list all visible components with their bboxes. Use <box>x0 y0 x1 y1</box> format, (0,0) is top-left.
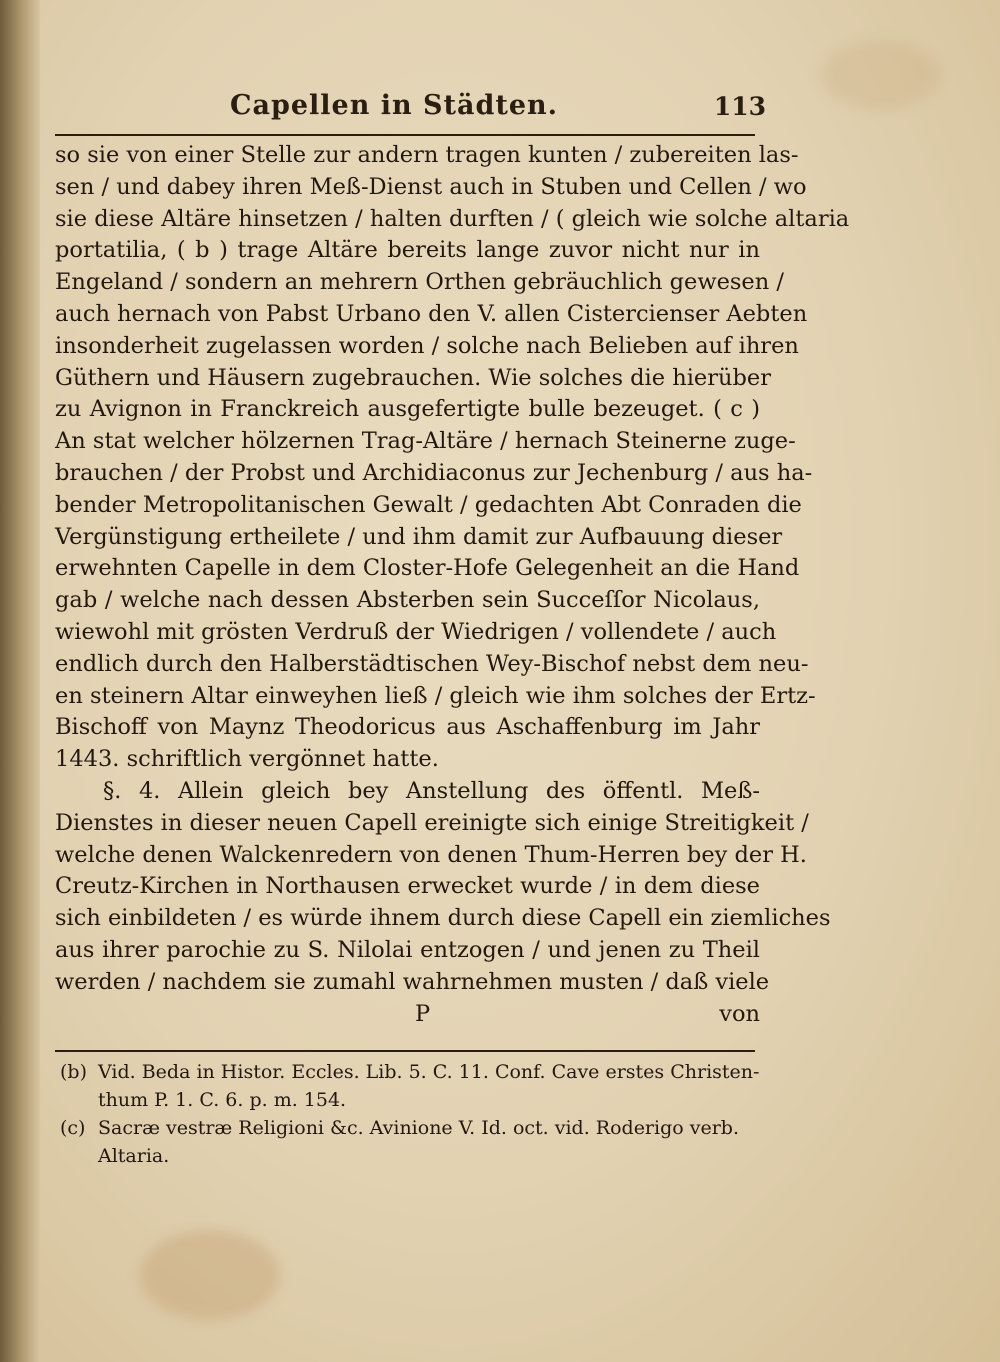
footnote-b <box>60 1058 760 1086</box>
text-line: wiewohl mit grösten Verdruß der Wiedrigen / vollendete / auch <box>55 618 777 645</box>
text-line: endlich durch den Halberstädtischen Wey-Bischof nebst dem neu- <box>55 650 809 677</box>
text-line: Güthern und Häusern zugebrauchen. Wie solches die hierüber <box>55 364 771 391</box>
page-number: 113 <box>713 92 766 121</box>
footnote-mark: (c) <box>60 1117 86 1139</box>
footnote-text: Vid. Beda in Histor. Eccles. Lib. 5. C. 11. Conf. Cave erstes Christen- <box>98 1061 760 1083</box>
text-line: sie diese Altäre hinsetzen / halten durften / ( gleich wie solche altaria <box>55 205 850 232</box>
text-line: gab / welche nach dessen Absterben sein Succeſſor Nicolaus, <box>55 587 760 614</box>
footnotes <box>60 1058 760 1170</box>
signature-mark: P <box>415 1000 431 1027</box>
text-line: insonderheit zugelassen worden / solche nach Belieben auf ihren <box>55 332 799 359</box>
paper-stain <box>820 40 940 110</box>
text-line: Bischoff von Maynz Theodoricus aus Aschaffenburg im Jahr <box>55 714 760 741</box>
text-line: Vergünstigung ertheilete / und ihm damit zur Aufbauung dieser <box>55 523 783 550</box>
text-line: 1443. schriftlich vergönnet hatte. <box>55 746 439 773</box>
text-line: so sie von einer Stelle zur andern tragen kunten / zubereiten las- <box>55 142 799 168</box>
body-text <box>55 140 850 1030</box>
text-line: An stat welcher hölzernen Trag-Altäre / hernach Steinerne zuge- <box>55 428 796 455</box>
text-line: werden / nachdem sie zumahl wahrnehmen musten / daß viele <box>55 968 770 995</box>
catchword: von <box>719 1000 760 1027</box>
text-line: portatilia, ( b ) trage Altäre bereits lange zuvor nicht nur in <box>55 237 760 264</box>
paragraph-start: §. 4. Allein gleich bey Anstellung des öffentl. Meß- <box>103 777 760 804</box>
footnote-b-cont: thum P. 1. C. 6. p. m. 154. <box>98 1089 347 1111</box>
text-line: en steinern Altar einweyhen ließ / gleich wie ihm solches der Ertz- <box>55 682 816 709</box>
catchword-line <box>55 999 760 1031</box>
text-line: welche denen Walckenredern von denen Thum-Herren bey der H. <box>55 841 807 868</box>
footnote-c-cont: Altaria. <box>98 1145 170 1167</box>
header-rule <box>55 134 755 136</box>
text-line: aus ihrer parochie zu S. Nilolai entzogen / und jenen zu Theil <box>55 936 760 963</box>
paper-stain <box>140 1230 280 1320</box>
footnote-mark: (b) <box>60 1061 87 1083</box>
text-line: brauchen / der Probst und Archidiaconus zur Jechenburg / aus ha- <box>55 459 813 486</box>
text-line: Dienstes in dieser neuen Capell ereinigte sich einige Streitigkeit / <box>55 809 809 836</box>
text-line: bender Metropolitanischen Gewalt / gedachten Abt Conraden die <box>55 491 802 518</box>
footnote-text: Sacræ vestræ Religioni &c. Avinione V. Id. oct. vid. Roderigo verb. <box>98 1117 739 1139</box>
page-header <box>60 88 766 128</box>
text-line: Creutz-Kirchen in Northausen erwecket wurde / in dem diese <box>55 873 760 900</box>
text-line: erwehnten Capelle in dem Closter-Hofe Gelegenheit an die Hand <box>55 555 800 582</box>
running-head: Capellen in Städten. <box>230 90 559 121</box>
text-line: Engeland / sondern an mehrern Orthen gebräuchlich gewesen / <box>55 269 784 296</box>
text-line: sich einbildeten / es würde ihnem durch diese Capell ein ziemliches <box>55 905 831 932</box>
binding-gutter <box>0 0 40 1362</box>
text-line: auch hernach von Pabst Urbano den V. allen Cistercienser Aebten <box>55 300 808 327</box>
footnote-c <box>60 1114 755 1142</box>
text-line: sen / und dabey ihren Meß-Dienst auch in Stuben und Cellen / wo <box>55 173 807 200</box>
text-line: zu Avignon in Franckreich ausgefertigte bulle bezeuget. ( c ) <box>55 396 760 423</box>
footnote-rule <box>55 1050 755 1052</box>
